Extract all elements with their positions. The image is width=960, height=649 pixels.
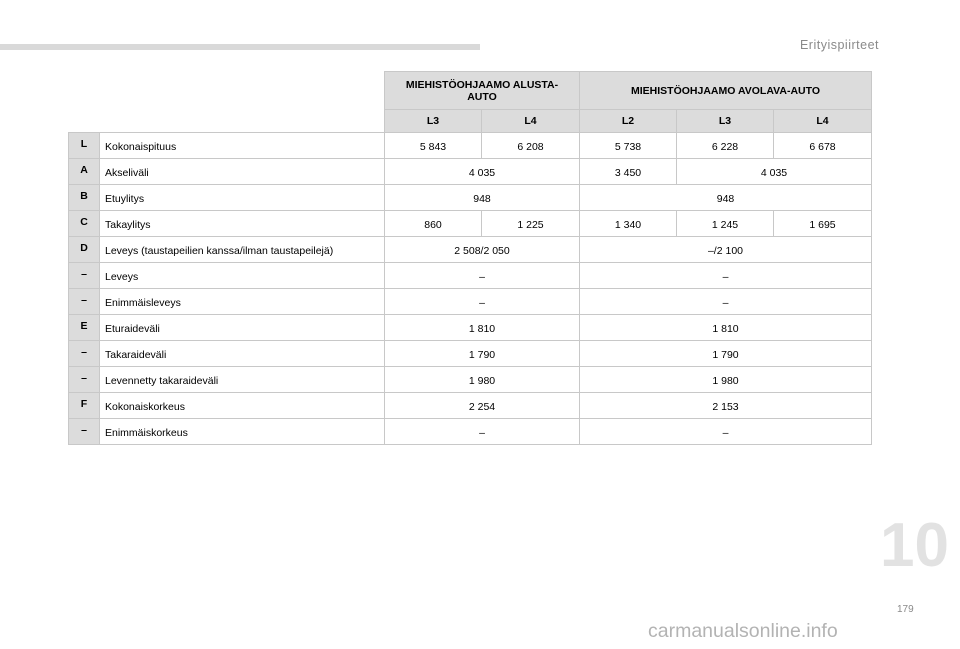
row-label: Enimmäisleveys — [100, 289, 385, 315]
row-letter: A — [69, 159, 100, 185]
sub-header: L2 — [580, 110, 677, 133]
sub-header: L4 — [774, 110, 872, 133]
value-cell: 1 810 — [385, 315, 580, 341]
value-cell: 860 — [385, 211, 482, 237]
table-row — [69, 211, 872, 237]
row-letter: – — [69, 419, 100, 445]
row-letter: – — [69, 341, 100, 367]
row-letter: – — [69, 289, 100, 315]
value-cell: 1 790 — [580, 341, 872, 367]
row-letter: F — [69, 393, 100, 419]
table-row — [69, 289, 872, 315]
row-label: Kokonaispituus — [100, 133, 385, 159]
value-cell: – — [580, 419, 872, 445]
table-row — [69, 419, 872, 445]
row-label: Kokonaiskorkeus — [100, 393, 385, 419]
value-cell: – — [580, 289, 872, 315]
table-row — [69, 393, 872, 419]
chapter-title: Erityispiirteet — [799, 38, 879, 52]
row-letter: D — [69, 237, 100, 263]
row-label: Leveys — [100, 263, 385, 289]
row-label: Enimmäiskorkeus — [100, 419, 385, 445]
value-cell: 4 035 — [677, 159, 872, 185]
row-letter: L — [69, 133, 100, 159]
value-cell: 948 — [580, 185, 872, 211]
value-cell: – — [385, 419, 580, 445]
row-letter: E — [69, 315, 100, 341]
value-cell: –/2 100 — [580, 237, 872, 263]
value-cell: 1 340 — [580, 211, 677, 237]
row-label: Akseliväli — [100, 159, 385, 185]
header-bar — [0, 44, 480, 50]
row-label: Leveys (taustapeilien kanssa/ilman taustapeilejä) — [100, 237, 385, 263]
value-cell: 2 508/2 050 — [385, 237, 580, 263]
value-cell: – — [385, 263, 580, 289]
value-cell: 5 843 — [385, 133, 482, 159]
row-letter: – — [69, 367, 100, 393]
table-row — [69, 159, 872, 185]
value-cell: 1 980 — [580, 367, 872, 393]
table-row — [69, 237, 872, 263]
row-label: Etuylitys — [100, 185, 385, 211]
sub-header: L4 — [482, 110, 580, 133]
row-letter: – — [69, 263, 100, 289]
value-cell: 5 738 — [580, 133, 677, 159]
row-letter: B — [69, 185, 100, 211]
group-header: MIEHISTÖOHJAAMO ALUSTA-AUTO — [385, 72, 580, 110]
table-row — [69, 367, 872, 393]
value-cell: 1 695 — [774, 211, 872, 237]
table-row — [69, 315, 872, 341]
row-label: Levennetty takaraideväli — [100, 367, 385, 393]
value-cell: 6 208 — [482, 133, 580, 159]
value-cell: 6 678 — [774, 133, 872, 159]
value-cell: 1 225 — [482, 211, 580, 237]
table-corner — [69, 110, 385, 133]
row-label: Takaylitys — [100, 211, 385, 237]
value-cell: 2 254 — [385, 393, 580, 419]
value-cell: 2 153 — [580, 393, 872, 419]
value-cell: 1 245 — [677, 211, 774, 237]
value-cell: – — [580, 263, 872, 289]
table-body — [69, 133, 872, 445]
table-row — [69, 185, 872, 211]
table-row — [69, 341, 872, 367]
sub-header: L3 — [677, 110, 774, 133]
dimensions-table — [68, 71, 872, 445]
table-row — [69, 133, 872, 159]
row-label: Eturaideväli — [100, 315, 385, 341]
sub-header: L3 — [385, 110, 482, 133]
value-cell: 1 810 — [580, 315, 872, 341]
page-number: 179 — [897, 604, 914, 615]
table-corner — [69, 72, 385, 110]
value-cell: 4 035 — [385, 159, 580, 185]
value-cell: 1 980 — [385, 367, 580, 393]
value-cell: 3 450 — [580, 159, 677, 185]
value-cell: 948 — [385, 185, 580, 211]
row-label: Takaraideväli — [100, 341, 385, 367]
value-cell: 6 228 — [677, 133, 774, 159]
group-header: MIEHISTÖOHJAAMO AVOLAVA-AUTO — [580, 72, 872, 110]
value-cell: 1 790 — [385, 341, 580, 367]
chapter-number: 10 — [880, 511, 949, 580]
row-letter: C — [69, 211, 100, 237]
watermark: carmanualsonline.info — [648, 620, 838, 642]
value-cell: – — [385, 289, 580, 315]
table-row — [69, 263, 872, 289]
